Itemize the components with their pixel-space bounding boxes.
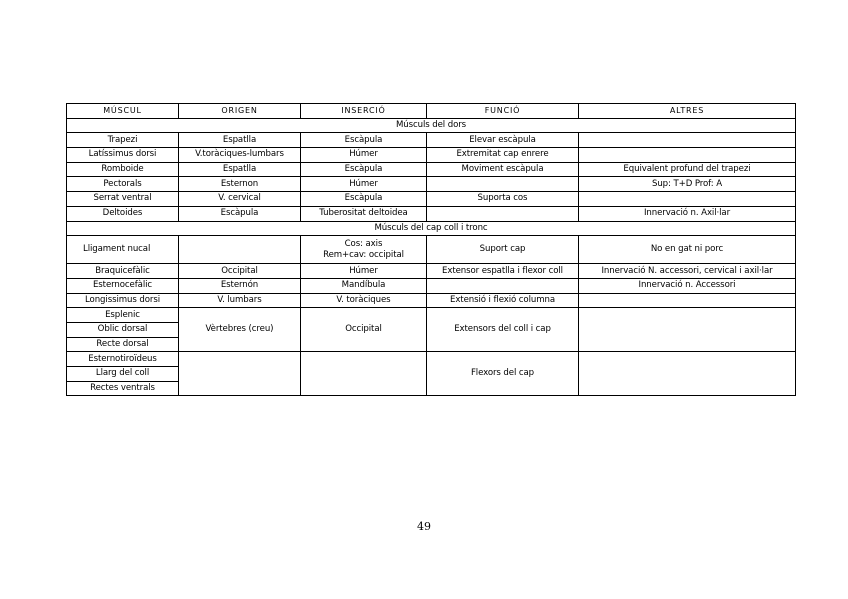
cell-altres: [579, 192, 796, 207]
cell-altres: Innervació N. accessori, cervical i axil·lar: [579, 264, 796, 279]
cell-muscle: Latíssimus dorsi: [67, 148, 179, 163]
table-row: [67, 293, 796, 308]
cell-funcio: [427, 206, 579, 221]
cell-insercio: Escàpula: [301, 133, 427, 148]
cell-funcio: Moviment escàpula: [427, 162, 579, 177]
cell-funcio: Elevar escàpula: [427, 133, 579, 148]
cell-altres: Equivalent profund del trapezi: [579, 162, 796, 177]
cell-muscle: Recte dorsal: [67, 337, 179, 352]
cell-funcio: [427, 177, 579, 192]
cell-altres: [579, 293, 796, 308]
cell-muscle: Esternotiroïdeus: [67, 352, 179, 367]
cell-funcio: Suport cap: [427, 236, 579, 264]
cell-altres: [579, 352, 796, 396]
section-title-dors: Músculs del dors: [67, 118, 796, 133]
cell-origen: Espatlla: [179, 133, 301, 148]
cell-muscle: Serrat ventral: [67, 192, 179, 207]
cell-origen: Occipital: [179, 264, 301, 279]
cell-insercio: [301, 236, 427, 264]
cell-insercio: Escàpula: [301, 192, 427, 207]
table-row: [67, 206, 796, 221]
cell-funcio: Extensió i flexió columna: [427, 293, 579, 308]
cell-muscle: Oblic dorsal: [67, 322, 179, 337]
cell-altres: Sup: T+D Prof: A: [579, 177, 796, 192]
cell-muscle: Braquicefàlic: [67, 264, 179, 279]
cell-insercio: Tuberositat deltoidea: [301, 206, 427, 221]
cell-altres: [579, 308, 796, 352]
cell-funcio: Extensors del coll i cap: [427, 308, 579, 352]
section-row-dors: [67, 118, 796, 133]
section-row-cap: [67, 221, 796, 236]
cell-muscle: Esplenic: [67, 308, 179, 323]
cell-muscle: Deltoides: [67, 206, 179, 221]
cell-funcio: [427, 278, 579, 293]
cell-origen: [179, 236, 301, 264]
cell-insercio: V. toràciques: [301, 293, 427, 308]
cell-origen: Escàpula: [179, 206, 301, 221]
muscles-table: [66, 103, 796, 396]
cell-insercio: Occipital: [301, 308, 427, 352]
table-row: [67, 162, 796, 177]
cell-origen: V.toràciques-lumbars: [179, 148, 301, 163]
cell-muscle: Longissimus dorsi: [67, 293, 179, 308]
cell-muscle: Pectorals: [67, 177, 179, 192]
cell-origen: Esternón: [179, 278, 301, 293]
table-header-row: [67, 104, 796, 119]
cell-insercio: Húmer: [301, 264, 427, 279]
cell-origen: V. lumbars: [179, 293, 301, 308]
table-row: [67, 133, 796, 148]
cell-muscle: Esternocefàlic: [67, 278, 179, 293]
cell-altres: Innervació n. Axil·lar: [579, 206, 796, 221]
table-row: [67, 264, 796, 279]
page-number: 49: [417, 520, 431, 533]
table-row: [67, 236, 796, 264]
cell-origen: V. cervical: [179, 192, 301, 207]
cell-altres: Innervació n. Accessori: [579, 278, 796, 293]
table-row: [67, 177, 796, 192]
cell-muscle: Rectes ventrals: [67, 381, 179, 396]
table-row: [67, 352, 796, 367]
cell-origen: Esternon: [179, 177, 301, 192]
header-funcio: FUNCIÓ: [427, 104, 579, 119]
cell-insercio: Húmer: [301, 177, 427, 192]
cell-funcio: Extensor espatlla i flexor coll: [427, 264, 579, 279]
cell-origen: [179, 352, 301, 396]
cell-insercio: [301, 352, 427, 396]
cell-insercio: Escàpula: [301, 162, 427, 177]
insercio-line-1: Cos: axis: [344, 238, 383, 249]
cell-origen: Vèrtebres (creu): [179, 308, 301, 352]
cell-muscle: Trapezi: [67, 133, 179, 148]
cell-altres: [579, 133, 796, 148]
header-altres: ALTRES: [579, 104, 796, 119]
cell-funcio: Extremitat cap enrere: [427, 148, 579, 163]
cell-insercio: Mandíbula: [301, 278, 427, 293]
cell-muscle: Lligament nucal: [67, 236, 179, 264]
table-row: [67, 308, 796, 323]
section-title-cap: Músculs del cap coll i tronc: [67, 221, 796, 236]
header-origen: ORIGEN: [179, 104, 301, 119]
cell-insercio: Húmer: [301, 148, 427, 163]
cell-origen: Espatlla: [179, 162, 301, 177]
insercio-line-2: Rem+cav: occipital: [323, 249, 404, 260]
cell-muscle: Llarg del coll: [67, 367, 179, 382]
cell-funcio: Flexors del cap: [427, 352, 579, 396]
table-row: [67, 278, 796, 293]
cell-muscle: Romboide: [67, 162, 179, 177]
table-row: [67, 148, 796, 163]
cell-altres: [579, 148, 796, 163]
table-row: [67, 192, 796, 207]
header-muscul: MÚSCUL: [67, 104, 179, 119]
cell-altres: No en gat ni porc: [579, 236, 796, 264]
cell-funcio: Suporta cos: [427, 192, 579, 207]
header-insercio: INSERCIÓ: [301, 104, 427, 119]
